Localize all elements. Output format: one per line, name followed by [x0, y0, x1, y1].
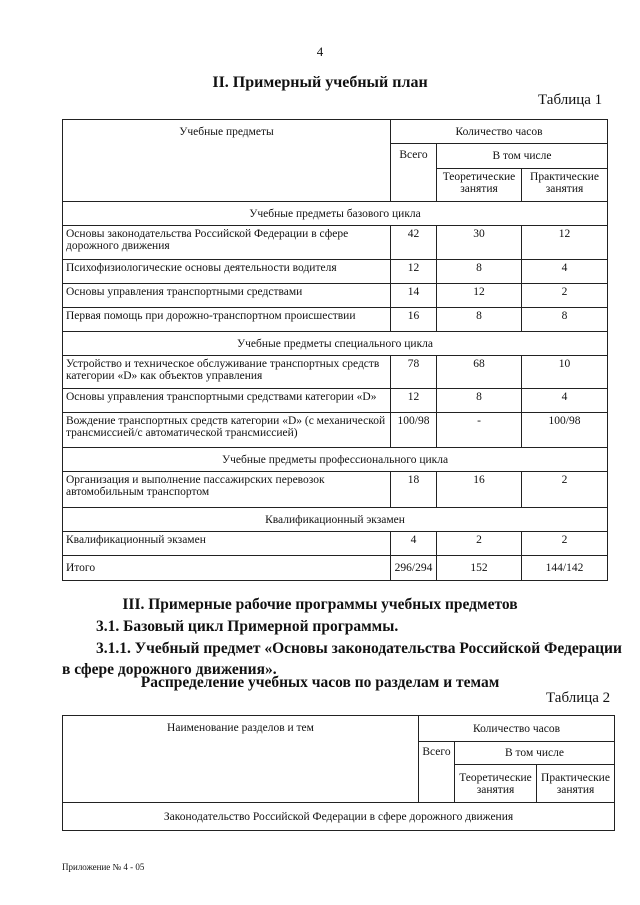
group-row — [63, 202, 608, 226]
subject-name: Основы управления транспортными средствами — [63, 284, 391, 308]
practice-hours: 4 — [522, 260, 608, 284]
header-total: Всего — [391, 144, 437, 202]
theory-hours: 8 — [437, 308, 522, 332]
header-hours: Количество часов — [391, 120, 608, 144]
practice-hours: 10 — [522, 356, 608, 389]
table-row — [63, 389, 608, 413]
table-row — [63, 284, 608, 308]
subject-name: Первая помощь при дорожно-транспортном происшествии — [63, 308, 391, 332]
t2-header-practice: Практические занятия — [537, 765, 615, 803]
total-hours: 12 — [391, 389, 437, 413]
theory-hours: 68 — [437, 356, 522, 389]
table1-caption: Таблица 1 — [538, 92, 603, 108]
table-row — [63, 226, 608, 260]
subject-name: Организация и выполнение пассажирских перевозок автомобильным транспортом — [63, 472, 391, 508]
t2-section-row: Законодательство Российской Федерации в сфере дорожного движения — [63, 803, 615, 831]
t2-header-theory: Теоретические занятия — [455, 765, 537, 803]
practice-hours: 2 — [522, 532, 608, 556]
theory-hours: 30 — [437, 226, 522, 260]
subsection-3-1-1-line1: 3.1.1. Учебный предмет «Основы законодательства Российской Федерации — [96, 640, 622, 657]
table-row — [63, 356, 608, 389]
total-practice: 144/142 — [522, 556, 608, 581]
theory-hours: 8 — [437, 260, 522, 284]
subject-name: Квалификационный экзамен — [63, 532, 391, 556]
table-row — [63, 308, 608, 332]
total-total: 296/294 — [391, 556, 437, 581]
subject-name: Вождение транспортных средств категории «D» (с механической трансмиссией/с автоматической трансмиссией) — [63, 413, 391, 448]
group-title: Учебные предметы базового цикла — [63, 202, 608, 226]
theory-hours: 16 — [437, 472, 522, 508]
t2-header-sections: Наименование разделов и тем — [63, 716, 419, 803]
group-title: Квалификационный экзамен — [63, 508, 608, 532]
table2-caption: Таблица 2 — [546, 690, 611, 706]
total-row — [63, 556, 608, 581]
practice-hours: 100/98 — [522, 413, 608, 448]
total-hours: 100/98 — [391, 413, 437, 448]
footer-note: Приложение № 4 - 05 — [62, 862, 145, 872]
t2-header-including: В том числе — [455, 742, 615, 765]
table-row — [63, 260, 608, 284]
subject-name: Устройство и техническое обслуживание транспортных средств категории «D» как объектов управления — [63, 356, 391, 389]
total-hours: 12 — [391, 260, 437, 284]
total-hours: 42 — [391, 226, 437, 260]
t2-header-hours: Количество часов — [419, 716, 615, 742]
practice-hours: 8 — [522, 308, 608, 332]
table-row — [63, 413, 608, 448]
subsection-3-1: 3.1. Базовый цикл Примерной программы. — [96, 618, 399, 635]
subject-name: Основы управления транспортными средствами категории «D» — [63, 389, 391, 413]
group-title: Учебные предметы профессионального цикла — [63, 448, 608, 472]
section-3-title: III. Примерные рабочие программы учебных предметов — [122, 596, 518, 613]
subsection-3-1-1-line2: в сфере дорожного движения». — [62, 661, 277, 678]
header-theory: Теоретические занятия — [437, 169, 522, 202]
group-row — [63, 448, 608, 472]
table-row — [63, 472, 608, 508]
group-row — [63, 332, 608, 356]
group-title: Учебные предметы специального цикла — [63, 332, 608, 356]
theory-hours: 8 — [437, 389, 522, 413]
total-hours: 78 — [391, 356, 437, 389]
table-row — [63, 532, 608, 556]
total-hours: 14 — [391, 284, 437, 308]
header-practice: Практические занятия — [522, 169, 608, 202]
total-name: Итого — [63, 556, 391, 581]
distribution-title: Распределение учебных часов по разделам и темам — [140, 674, 500, 691]
page-number: 4 — [316, 44, 324, 59]
group-row — [63, 508, 608, 532]
total-theory: 152 — [437, 556, 522, 581]
theory-hours: 12 — [437, 284, 522, 308]
total-hours: 4 — [391, 532, 437, 556]
header-including: В том числе — [437, 144, 608, 169]
practice-hours: 2 — [522, 472, 608, 508]
practice-hours: 12 — [522, 226, 608, 260]
subject-name: Основы законодательства Российской Федерации в сфере дорожного движения — [63, 226, 391, 260]
total-hours: 16 — [391, 308, 437, 332]
hours-distribution-table — [62, 715, 615, 831]
practice-hours: 4 — [522, 389, 608, 413]
theory-hours: - — [437, 413, 522, 448]
total-hours: 18 — [391, 472, 437, 508]
header-subjects: Учебные предметы — [63, 120, 391, 202]
practice-hours: 2 — [522, 284, 608, 308]
theory-hours: 2 — [437, 532, 522, 556]
section-2-title: II. Примерный учебный план — [212, 74, 428, 91]
t2-header-total: Всего — [419, 742, 455, 803]
subject-name: Психофизиологические основы деятельности водителя — [63, 260, 391, 284]
curriculum-table — [62, 119, 608, 581]
